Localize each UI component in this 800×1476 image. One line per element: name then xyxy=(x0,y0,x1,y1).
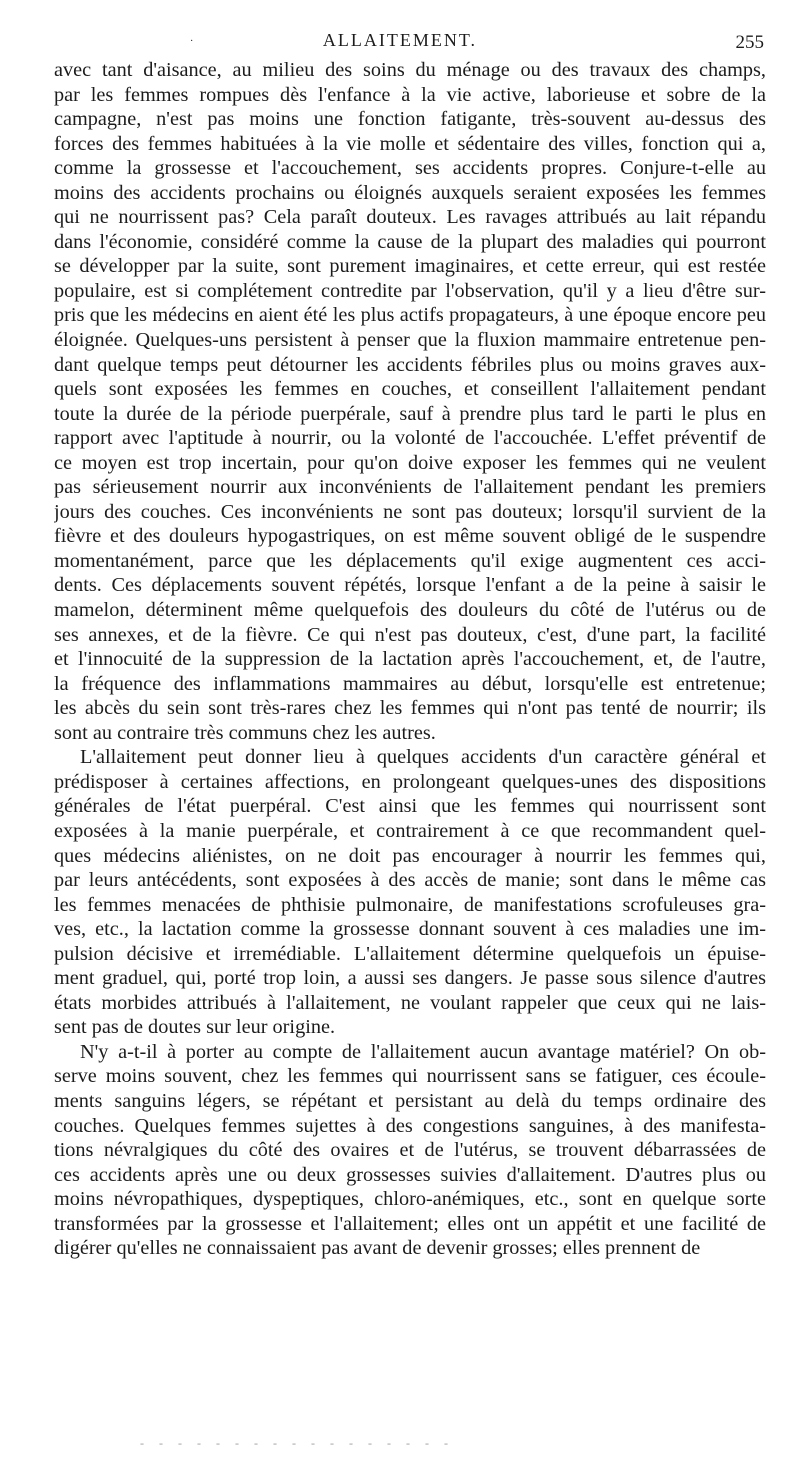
text-line: dents. Ces déplacements souvent répétés, lorsque l'enfant a de la peine à saisir le xyxy=(54,574,766,597)
text-line: toute la durée de la période puerpérale, sauf à prendre plus tard le parti le plus en xyxy=(54,402,766,425)
text-line: avec tant d'aisance, au milieu des soins du ménage ou des travaux des champs, xyxy=(54,59,766,81)
page-number: 255 xyxy=(735,32,764,53)
text-line: ves, etc., la lactation comme la grossesse donnant souvent à ces maladies une im- xyxy=(54,918,766,941)
text-line: ment graduel, qui, porté trop loin, a aussi ses dangers. Je passe sous silence d'autres xyxy=(54,967,766,990)
text-line: par les femmes rompues dès l'enfance à la vie active, laborieuse et sobre de la xyxy=(54,83,766,106)
body-text xyxy=(54,58,766,1261)
text-line: ques médecins aliénistes, on ne doit pas encourager à nourrir les femmes qui, xyxy=(54,844,766,867)
text-line: se développer par la suite, sont purement imaginaires, et cette erreur, qui est restée xyxy=(54,255,766,278)
text-line: L'allaitement peut donner lieu à quelques accidents d'un caractère général et xyxy=(80,746,766,769)
text-line: ces accidents après une ou deux grossesses suivies d'allaitement. D'autres plus ou xyxy=(54,1163,766,1186)
text-line: les femmes menacées de phthisie pulmonaire, de manifestations scrofuleuses gra- xyxy=(54,893,766,916)
text-line: la fréquence des inflammations mammaires au début, lorsqu'elle est entretenue; xyxy=(54,672,766,695)
text-line: exposées à la manie puerpérale, et contrairement à ce que recommandent quel- xyxy=(54,819,766,842)
text-line: dans l'économie, considéré comme la cause de la plupart des maladies qui pourront xyxy=(54,230,766,253)
text-line: campagne, n'est pas moins une fonction fatigante, très-souvent au-dessus des xyxy=(54,108,766,131)
text-line: moins névropathiques, dyspeptiques, chloro-anémiques, etc., sont en quelque sorte xyxy=(54,1188,766,1211)
text-line: et l'innocuité de la suppression de la lactation après l'accouchement, et, de l'autre, xyxy=(54,648,766,671)
text-line: momentanément, parce que les déplacements qu'il exige augmentent ces acci- xyxy=(54,549,766,572)
text-line: qui ne nourrissent pas? Cela paraît douteux. Les ravages attribués au lait répandu xyxy=(54,206,766,229)
text-line: ce moyen est trop incertain, pour qu'on doive exposer les femmes qui ne veulent xyxy=(54,451,766,474)
text-line: sent pas de doutes sur leur origine. xyxy=(54,1016,336,1039)
text-line: couches. Quelques femmes sujettes à des congestions sanguines, à des manifesta- xyxy=(54,1114,766,1137)
print-speck: · xyxy=(190,36,194,47)
text-line: sont au contraire très communs chez les autres. xyxy=(54,721,436,744)
text-line: pris que les médecins en aient été les plus actifs propagateurs, à une époque encore peu xyxy=(54,304,766,327)
paragraph xyxy=(54,58,766,745)
text-line: pas sérieusement nourrir aux inconvénients de l'allaitement pendant les premiers xyxy=(54,476,766,499)
text-line: jours des couches. Ces inconvénients ne sont pas douteux; lorsqu'il survient de la xyxy=(54,500,766,523)
text-line: comme la grossesse et l'accouchement, ses accidents propres. Conjure-t-elle au xyxy=(54,157,766,180)
text-line: tions névralgiques du côté des ovaires et de l'utérus, se trouvent débarrassées de xyxy=(54,1139,766,1162)
text-line: prédisposer à certaines affections, en prolongeant quelques-unes des dispositions xyxy=(54,770,766,793)
text-line: digérer qu'elles ne connaissaient pas avant de devenir grosses; elles prennent de xyxy=(54,1237,701,1260)
text-line: mamelon, déterminent même quelquefois des douleurs du côté de l'utérus ou de xyxy=(54,599,766,622)
text-line: transformées par la grossesse et l'allaitement; elles ont un appétit et une facilité de xyxy=(54,1212,766,1235)
text-line: ses annexes, et de la fièvre. Ce qui n'est pas douteux, c'est, d'une part, la facilité xyxy=(54,623,766,646)
text-line: populaire, est si complétement contredite par l'observation, qu'il y a lieu d'être sur- xyxy=(54,279,766,302)
text-line: par leurs antécédents, sont exposées à des accès de manie; sont dans le même cas xyxy=(54,869,766,892)
paragraph xyxy=(54,1040,766,1261)
text-line: rapport avec l'aptitude à nourrir, ou la volonté de l'accouchée. L'effet préventif de xyxy=(54,427,766,450)
text-line: forces des femmes habituées à la vie molle et sédentaire des villes, fonction qui a, xyxy=(54,132,766,155)
text-line: ments sanguins légers, se répétant et persistant au delà du temps ordinaire des xyxy=(54,1089,766,1112)
text-line: les abcès du sein sont très-rares chez les femmes qui n'ont pas tenté de nourrir; ils xyxy=(54,697,766,720)
paragraph xyxy=(54,745,766,1040)
text-line: éloignée. Quelques-uns persistent à penser que la fluxion mammaire entretenue pen- xyxy=(54,329,766,352)
running-header xyxy=(0,30,800,58)
text-line: N'y a-t-il à porter au compte de l'allaitement aucun avantage matériel? On ob- xyxy=(80,1040,766,1063)
text-line: dant quelque temps peut détourner les accidents fébriles plus ou moins graves aux- xyxy=(54,353,766,376)
text-line: moins des accidents prochains ou éloignés auxquels seraient exposées les femmes xyxy=(54,181,766,204)
text-line: serve moins souvent, chez les femmes qui nourrissent sans se fatiguer, ces écoule- xyxy=(54,1065,766,1088)
text-line: fièvre et des douleurs hypogastriques, on est même souvent obligé de le suspendre xyxy=(54,525,766,548)
running-title: ALLAITEMENT. xyxy=(322,30,478,50)
bleed-through-marks: - - - - - - - - - - - - - - - - - xyxy=(140,1436,454,1450)
text-line: pulsion décisive et irremédiable. L'allaitement détermine quelquefois un épuise- xyxy=(54,942,766,965)
text-line: quels sont exposées les femmes en couches, et conseillent l'allaitement pendant xyxy=(54,378,766,401)
text-line: générales de l'état puerpéral. C'est ainsi que les femmes qui nourrissent sont xyxy=(54,795,766,818)
text-line: états morbides attribués à l'allaitement, ne voulant rappeler que ceux qui ne lais- xyxy=(54,991,766,1014)
